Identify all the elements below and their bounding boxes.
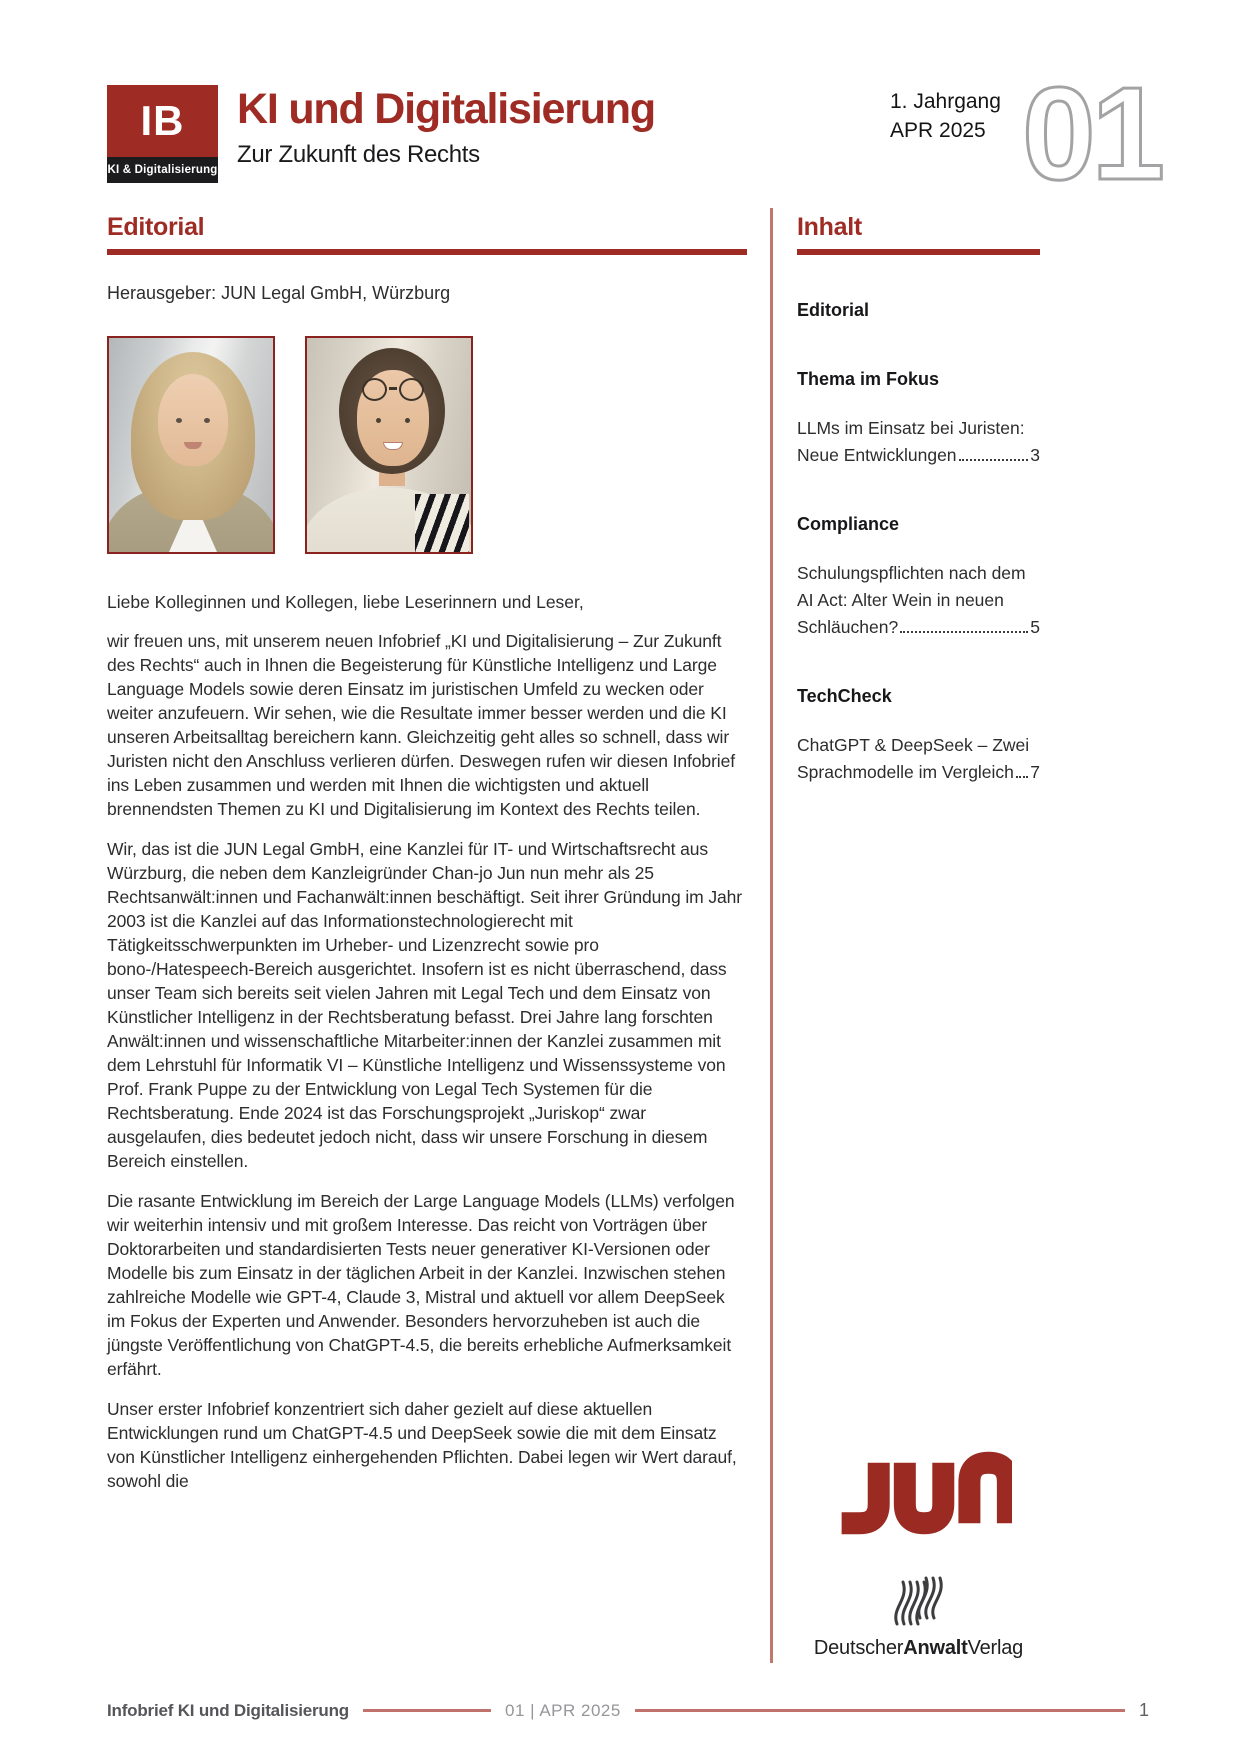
editor-portraits: [107, 336, 747, 554]
toc-section-thema-im-fokus: Thema im Fokus: [797, 369, 940, 389]
jun-logo: [832, 1450, 1012, 1541]
newsletter-subtitle: Zur Zukunft des Rechts: [237, 141, 480, 169]
table-of-contents: [797, 297, 1040, 786]
body-paragraph: wir freuen uns, mit unserem neuen Infobrief „KI und Digitalisierung – Zur Zukunft des Rechts“ auch in Ihnen die Begeisterung für Künstliche Intelligenz und Large Language Models sowie deren Einsatz im juristischen Umfeld zu wecken oder weiter anzufeuern. Wir sehen, wie die Resultate immer besser werden und die KI unseren Arbeitsalltag bereichern kann. Gleichzeitig geht alles so schnell, dass wir Juristen nicht den Anschluss verlieren dürfen. Deswegen rufen wir diesen Infobrief ins Leben zusammen und werden mit Ihnen die wichtigsten und aktuell brennendsten Themen zu KI und Digitalisierung im Kontext des Rechts teilen.: [107, 631, 735, 819]
page-footer: [107, 1700, 1149, 1721]
ib-logo: [107, 85, 218, 183]
volume-month: APR 2025: [890, 118, 986, 142]
sidebar-divider: [770, 208, 773, 1663]
dav-wave-icon: [887, 1566, 951, 1628]
footer-rule: [363, 1709, 491, 1712]
toc-section-editorial: Editorial: [797, 300, 870, 320]
toc-entry: [797, 415, 1040, 469]
publisher-line: Herausgeber: JUN Legal GmbH, Würzburg: [107, 283, 451, 303]
toc-entry: [797, 732, 1040, 786]
editorial-heading-rule: [107, 249, 747, 255]
toc-heading-rule: [797, 249, 1040, 255]
toc-page-number: 3: [1030, 445, 1040, 465]
ib-logo-caption: KI & Digitalisierung: [107, 157, 218, 183]
toc-section-compliance: Compliance: [797, 514, 900, 534]
toc-page-number: 5: [1030, 617, 1040, 637]
greeting-line: Liebe Kolleginnen und Kollegen, liebe Leserinnern und Leser,: [107, 592, 584, 612]
toc-entry-line: LLMs im Einsatz bei Juristen:: [797, 418, 1025, 438]
toc-entry-line: Schulungspflichten nach dem: [797, 563, 1026, 583]
glasses-icon: [399, 378, 424, 401]
portrait-1-face: [158, 374, 228, 466]
title-block: [237, 85, 655, 183]
editorial-heading: Editorial: [107, 213, 205, 241]
portrait-photo-1: [107, 336, 275, 554]
toc-entry-line: Schläuchen?: [797, 617, 899, 637]
toc-entry-line: Neue Entwicklungen: [797, 445, 957, 465]
toc-section-techcheck: TechCheck: [797, 686, 892, 706]
toc-leader: [959, 459, 1029, 461]
newsletter-title: KI und Digitalisierung: [237, 85, 655, 133]
footer-title: Infobrief KI und Digitalisierung: [107, 1700, 349, 1720]
toc-entry-line: ChatGPT & DeepSeek – Zwei: [797, 735, 1030, 755]
toc-entry: [797, 560, 1040, 641]
toc-leader: [1016, 776, 1028, 778]
toc-heading: Inhalt: [797, 213, 862, 241]
footer-issue: 01 | APR 2025: [504, 1700, 621, 1720]
body-paragraph: Die rasante Entwicklung im Bereich der Large Language Models (LLMs) verfolgen wir weiterhin intensiv und mit großem Interesse. Das reicht von Vorträgen über Doktorarbeiten und standardisierten Tests neuer generativer KI-Versionen oder Modelle bis zum Einsatz in der täglichen Arbeit in der Kanzlei. Inzwischen stehen zahlreiche Modelle wie GPT-4, Claude 3, Mistral und aktuell vor allem DeepSeek im Fokus der Experten und Anwender. Besonders hervorzuheben ist auch die jüngste Veröffentlichung von ChatGPT-4.5, die bereits erhebliche Aufmerksamkeit erfährt.: [107, 1191, 735, 1379]
glasses-icon: [362, 378, 387, 401]
toc-page-number: 7: [1030, 762, 1040, 782]
toc-entry-line: Sprachmodelle im Vergleich: [797, 762, 1014, 782]
toc-entry-line: AI Act: Alter Wein in neuen: [797, 590, 1004, 610]
footer-page-number: 1: [1138, 1700, 1149, 1720]
toc-leader: [900, 631, 1028, 633]
editorial-column: [107, 213, 747, 1493]
portrait-photo-2: [305, 336, 473, 554]
deutscher-anwalt-verlag-logo: [797, 1566, 1040, 1660]
masthead: [107, 85, 655, 183]
body-paragraph: Wir, das ist die JUN Legal GmbH, eine Kanzlei für IT- und Wirtschaftsrecht aus Würzburg, die neben dem Kanzleigründer Chan-jo Jun nun mehr als 25 Rechtsanwält:innen und Fachanwält:innen beschäftigt. Seit ihrer Gründung im Jahr 2003 ist die Kanzlei auf das Informationstechnologierecht mit Tätigkeitsschwerpunkten im Urheber- und Lizenzrecht sowie pro bono-/Hatespeech-Bereich ausgerichtet. Insofern ist es nicht überraschend, dass unser Team sich bereits seit vielen Jahren mit Legal Tech und dem Einsatz von Künstlicher Intelligenz in der Rechtsberatung befasst. Drei Jahre lang forschten Anwält:innen und wissenschaftliche Mitarbeiter:innen der Kanzlei zusammen mit dem Lehrstuhl für Informatik VI – Künstliche Intelligenz und Wissenssysteme von Prof. Frank Puppe zu der Entwicklung von Legal Tech Systemen für die Rechtsberatung. Ende 2024 ist das Forschungsprojekt „Juriskop“ zwar ausgelaufen, dies bedeutet jedoch nicht, dass wir unsere Forschung in diesem Bereich einstellen.: [107, 839, 743, 1171]
footer-rule: [635, 1709, 1125, 1712]
issue-number: 01: [1022, 60, 1161, 207]
jun-logo-graphic: [832, 1450, 1012, 1536]
contents-sidebar: [797, 213, 1040, 786]
body-paragraph: Unser erster Infobrief konzentriert sich daher gezielt auf diese aktuellen Entwicklungen rund um ChatGPT-4.5 und DeepSeek sowie die mit dem Einsatz von Künstlicher Intelligenz einhergehenden Pflichten. Dabei legen wir Wert darauf, sowohl die: [107, 1399, 737, 1491]
dav-logo-text: DeutscherAnwaltVerlag: [813, 1637, 1024, 1659]
ib-logo-monogram: IB: [107, 85, 218, 157]
volume-year: 1. Jahrgang: [890, 90, 1001, 113]
volume-info: [890, 88, 1001, 146]
